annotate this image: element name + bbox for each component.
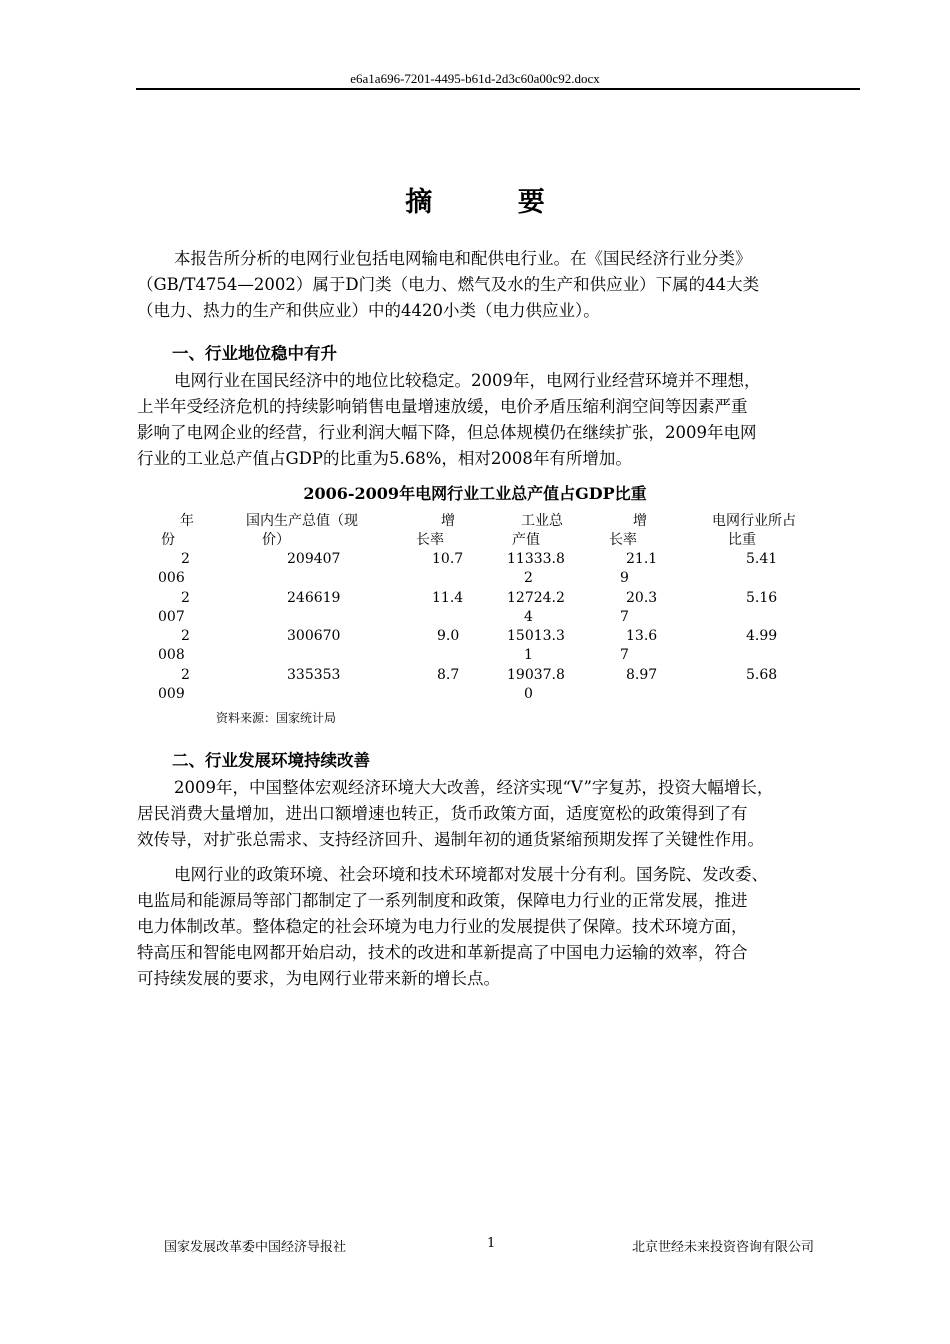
- intro-line: （GB/T4754—2002）属于D门类（电力、燃气及水的生产和供应业）下属的44大类: [137, 275, 760, 294]
- header-output-growth: 增: [633, 513, 647, 529]
- footer-right: 北京世经未来投资咨询有限公司: [632, 1240, 815, 1255]
- cell-output: 0: [524, 686, 533, 702]
- cell-share: 5.68: [746, 667, 778, 683]
- section1-line: 行业的工业总产值占GDP的比重为5.68%，相对2008年有所增加。: [137, 449, 632, 468]
- header-share: 电网行业所占: [712, 513, 796, 529]
- cell-output: 11333.8: [507, 551, 565, 567]
- document-filename: e6a1a696-7201-4495-b61d-2d3c60a00c92.docx: [350, 71, 600, 86]
- cell-gdp-growth: 8.7: [437, 667, 460, 683]
- cell-share: 4.99: [746, 628, 778, 644]
- section2-line: 可持续发展的要求，为电网行业带来新的增长点。: [137, 969, 500, 988]
- cell-year: 2: [181, 551, 190, 567]
- cell-output-growth: 7: [620, 647, 629, 663]
- table-source: 资料来源：国家统计局: [216, 711, 337, 725]
- section1-line: 影响了电网企业的经营，行业利润大幅下降，但总体规模仍在继续扩张，2009年电网: [137, 423, 757, 442]
- cell-output-growth: 21.1: [626, 551, 658, 567]
- cell-output-growth: 8.97: [626, 667, 658, 683]
- cell-gdp: 300670: [287, 628, 341, 644]
- section2-line: 2009年，中国整体宏观经济环境大大改善，经济实现“V”字复苏，投资大幅增长，: [174, 778, 774, 797]
- cell-output: 2: [524, 570, 533, 586]
- cell-gdp: 209407: [287, 551, 341, 567]
- header-gdp-growth: 长率: [416, 532, 444, 548]
- section2-line: 电网行业的政策环境、社会环境和技术环境都对发展十分有利。国务院、发改委、: [174, 865, 768, 884]
- page-title: 摘 要: [405, 187, 583, 218]
- header-gdp-growth: 增: [441, 513, 455, 529]
- header-year: 份: [161, 532, 175, 548]
- cell-output: 12724.2: [507, 590, 565, 606]
- footer-page-number: 1: [487, 1236, 496, 1251]
- cell-output: 19037.8: [507, 667, 565, 683]
- cell-output-growth: 20.3: [626, 590, 658, 606]
- header-divider: [136, 88, 860, 90]
- cell-output-growth: 9: [620, 570, 629, 586]
- table-title: 2006-2009年电网行业工业总产值占GDP比重: [303, 484, 647, 503]
- intro-line: （电力、热力的生产和供应业）中的4420小类（电力供应业）。: [137, 301, 600, 320]
- header-output: 产值: [512, 532, 540, 548]
- intro-line: 本报告所分析的电网行业包括电网输电和配供电行业。在《国民经济行业分类》: [174, 249, 752, 268]
- cell-year: 2: [181, 667, 190, 683]
- section2-line: 特高压和智能电网都开始启动，技术的改进和革新提高了中国电力运输的效率，符合: [137, 943, 748, 962]
- cell-output: 4: [524, 609, 533, 625]
- cell-gdp: 335353: [287, 667, 341, 683]
- header-output: 工业总: [521, 513, 563, 529]
- cell-output-growth: 7: [620, 609, 629, 625]
- cell-gdp-growth: 11.4: [432, 590, 464, 606]
- cell-share: 5.16: [746, 590, 778, 606]
- cell-year: 008: [158, 647, 185, 663]
- section1-line: 上半年受经济危机的持续影响销售电量增速放缓，电价矛盾压缩利润空间等因素严重: [137, 397, 748, 416]
- cell-output-growth: 13.6: [626, 628, 658, 644]
- footer-left: 国家发展改革委中国经济导报社: [164, 1240, 347, 1255]
- section-heading-1: 一、行业地位稳中有升: [172, 344, 337, 363]
- section2-line: 电监局和能源局等部门都制定了一系列制度和政策，保障电力行业的正常发展，推进: [137, 891, 748, 910]
- cell-year: 2: [181, 628, 190, 644]
- cell-year: 009: [158, 686, 185, 702]
- cell-output: 1: [524, 647, 533, 663]
- header-gdp: 价）: [262, 532, 290, 548]
- cell-year: 2: [181, 590, 190, 606]
- cell-year: 006: [158, 570, 185, 586]
- cell-gdp: 246619: [287, 590, 341, 606]
- header-share: 比重: [728, 532, 756, 548]
- header-output-growth: 长率: [609, 532, 637, 548]
- cell-gdp-growth: 10.7: [432, 551, 464, 567]
- intro-paragraph: [137, 246, 853, 272]
- header-gdp: 国内生产总值（现: [246, 513, 358, 529]
- header-year: 年: [180, 513, 194, 529]
- section2-line: 电力体制改革。整体稳定的社会环境为电力行业的发展提供了保障。技术环境方面，: [137, 917, 748, 936]
- section2-line: 效传导，对扩张总需求、支持经济回升、遏制年初的通货紧缩预期发挥了关键性作用。: [137, 830, 764, 849]
- section2-line: 居民消费大量增加，进出口额增速也转正，货币政策方面，适度宽松的政策得到了有: [137, 804, 748, 823]
- section-heading-2: 二、行业发展环境持续改善: [172, 751, 370, 770]
- cell-year: 007: [158, 609, 185, 625]
- cell-share: 5.41: [746, 551, 778, 567]
- section1-line: 电网行业在国民经济中的地位比较稳定。2009年，电网行业经营环境并不理想，: [174, 371, 761, 390]
- cell-gdp-growth: 9.0: [437, 628, 460, 644]
- cell-output: 15013.3: [507, 628, 565, 644]
